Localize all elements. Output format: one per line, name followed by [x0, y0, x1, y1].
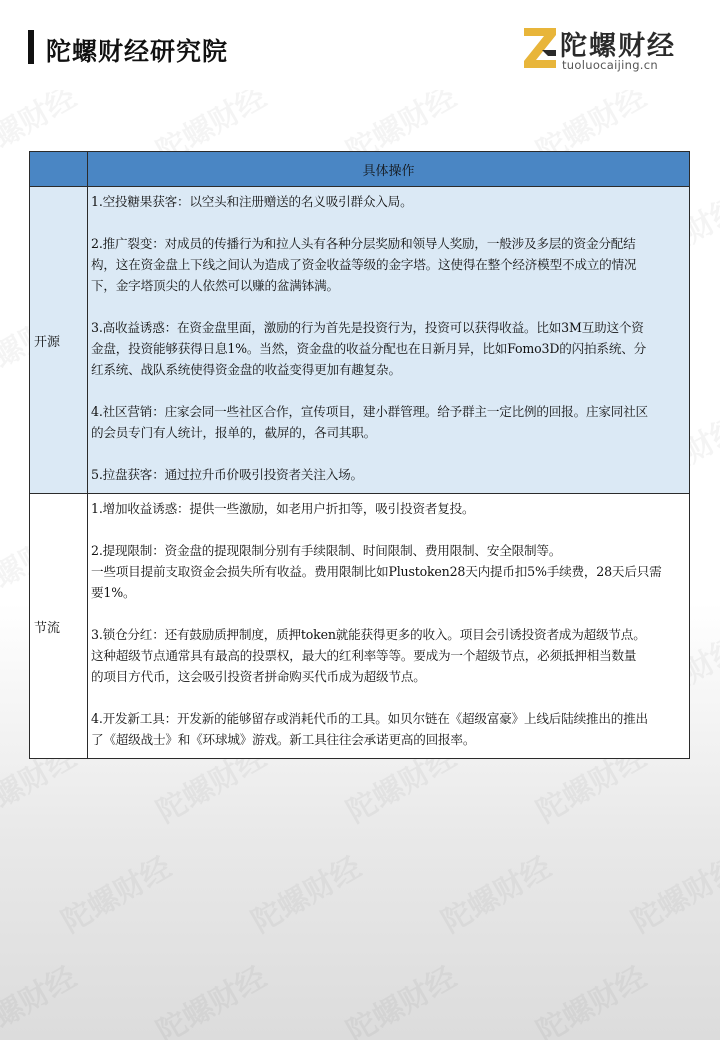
text-line: 这种超级节点通常具有最高的投票权，最大的红利率等等。要成为一个超级节点，必须抵押相当数量 [91, 648, 637, 663]
watermark-text [242, 843, 368, 941]
row-label-jieliu: 节流 [30, 494, 88, 759]
text-line: 下，金字塔顶尖的人依然可以赚的盆满钵满。 [91, 278, 339, 293]
text-line: 3.高收益诱惑：在资金盘里面，激励的行为首先是投资行为，投资可以获得收益。比如3M互助这个资 [91, 320, 644, 335]
logo-z-icon [522, 24, 558, 70]
paragraph [91, 708, 687, 750]
watermark-text [147, 953, 273, 1040]
header-cell-operations: 具体操作 [88, 152, 690, 187]
watermark-text [52, 843, 178, 941]
operations-table [29, 151, 690, 759]
text-line: 了《超级战士》和《环球城》游戏。新工具往往会承诺更高的回报率。 [91, 732, 476, 747]
watermark-text [527, 953, 653, 1040]
logo-name: 陀螺财经 [560, 31, 676, 62]
text-line: 的会员专门有人统计，报单的，截屏的，各司其职。 [91, 425, 377, 440]
text-line: 一些项目提前支取资金会损失所有收益。费用限制比如Plustoken28天内提币扣5%手续费，28天后只需 [91, 564, 662, 579]
row-content-jieliu [88, 494, 690, 759]
table-header-row [30, 152, 690, 187]
text-line: 金盘，投资能够获得日息1%。当然，资金盘的收益分配也在日新月异，比如Fomo3D的闪拍系统、分 [91, 341, 647, 356]
paragraph [91, 624, 687, 687]
header-accent-bar [28, 30, 34, 64]
paragraph [91, 498, 687, 519]
table-row-jieliu [30, 494, 690, 759]
watermark-text [622, 843, 720, 941]
paragraph [91, 191, 687, 212]
logo-url: tuoluocaijing.cn [562, 58, 658, 72]
text-line: 2.推广裂变：对成员的传播行为和拉人头有各种分层奖励和领导人奖励，一般涉及多层的资金分配结 [91, 236, 636, 251]
paragraph [91, 317, 687, 380]
row-content-kaiyuan [88, 187, 690, 494]
watermark-text [337, 953, 463, 1040]
paragraph [91, 464, 687, 485]
table-row-kaiyuan [30, 187, 690, 494]
text-line: 1.增加收益诱惑：提供一些激励，如老用户折扣等，吸引投资者复投。 [91, 501, 475, 516]
brand-logo [522, 24, 692, 76]
paragraph [91, 540, 687, 603]
text-line: 构，这在资金盘上下线之间认为造成了资金收益等级的金字塔。这使得在整个经济模型不成立的情况 [91, 257, 637, 272]
header-cell-blank [30, 152, 88, 187]
watermark-text [432, 843, 558, 941]
text-line: 4.开发新工具：开发新的能够留存或消耗代币的工具。如贝尔链在《超级富豪》上线后陆续推出的推出 [91, 711, 648, 726]
text-line: 4.社区营销：庄家会同一些社区合作，宣传项目，建小群管理。给予群主一定比例的回报。庄家同社区 [91, 404, 648, 419]
row-label-kaiyuan: 开源 [30, 187, 88, 494]
text-line: 3.锁仓分红：还有鼓励质押制度，质押token就能获得更多的收入。项目会引诱投资者成为超级节点。 [91, 627, 646, 642]
text-line: 1.空投糖果获客：以空头和注册赠送的名义吸引群众入局。 [91, 194, 413, 209]
text-line: 红系统、战队系统使得资金盘的收益变得更加有趣复杂。 [91, 362, 401, 377]
text-line: 要1%。 [91, 585, 136, 600]
text-line: 的项目方代币，这会吸引投资者拼命购买代币成为超级节点。 [91, 669, 426, 684]
text-line: 2.提现限制：资金盘的提现限制分别有手续限制、时间限制、费用限制、安全限制等。 [91, 543, 562, 558]
text-line: 5.拉盘获客：通过拉升币价吸引投资者关注入场。 [91, 467, 363, 482]
page-title: 陀螺财经研究院 [46, 37, 229, 66]
watermark-text [0, 953, 83, 1040]
paragraph [91, 233, 687, 296]
paragraph [91, 401, 687, 443]
